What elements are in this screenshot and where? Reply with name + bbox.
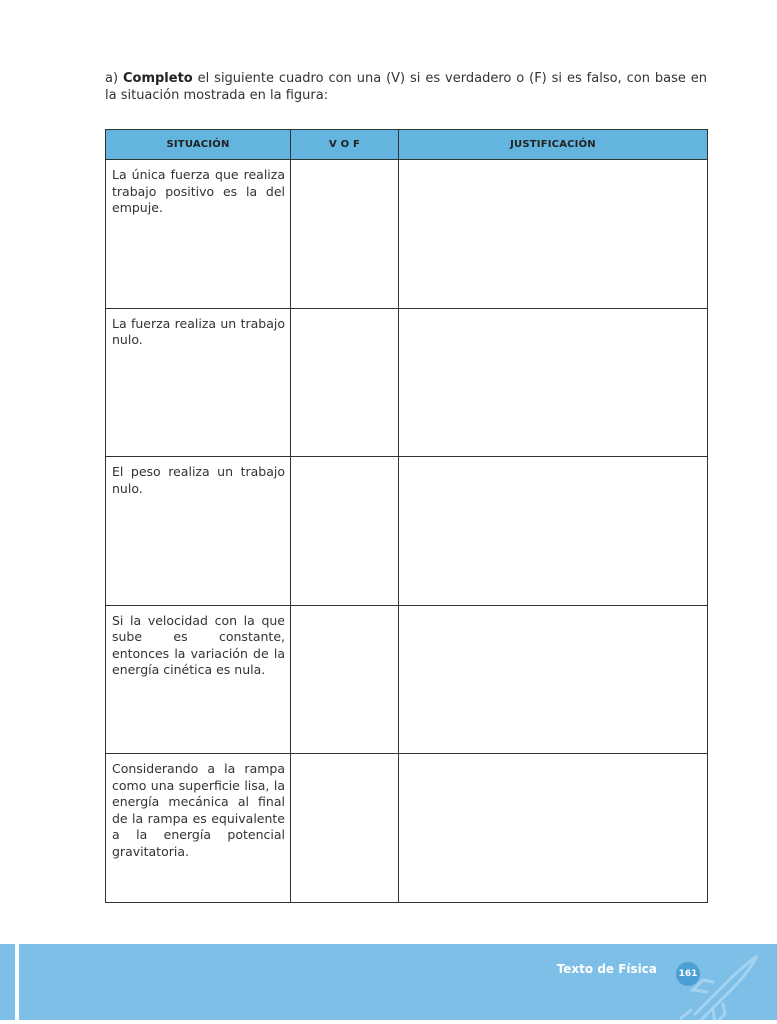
vof-answer-cell[interactable]: [291, 308, 399, 457]
instructions-bold-verb: Completo: [122, 71, 193, 86]
justificacion-answer-cell[interactable]: [399, 308, 708, 457]
instructions-prefix: a): [105, 71, 123, 86]
situacion-cell: El peso realiza un trabajo nulo.: [106, 457, 291, 606]
table-row: [106, 457, 708, 606]
vof-answer-cell[interactable]: [291, 457, 399, 606]
vof-answer-cell[interactable]: [291, 160, 399, 309]
footer-divider: [15, 944, 19, 1020]
true-false-table: [105, 129, 708, 903]
justificacion-answer-cell[interactable]: [399, 754, 708, 903]
page-number: 161: [678, 969, 698, 979]
instructions-text: el siguiente cuadro con una (V) si es verdadero o (F) si es falso, con base en la situación mostrada en la figura:: [105, 71, 708, 103]
table-row: [106, 605, 708, 754]
page-footer: [0, 944, 777, 1020]
situacion-cell: La única fuerza que realiza trabajo positivo es la del empuje.: [106, 160, 291, 309]
table-row: [106, 160, 708, 309]
book-title: Texto de Física: [556, 962, 657, 976]
situacion-cell: Si la velocidad con la que sube es constante, entonces la variación de la energía cinética es nula.: [106, 605, 291, 754]
header-justificacion: JUSTIFICACIÓN: [399, 130, 708, 160]
situacion-cell: Considerando a la rampa como una superficie lisa, la energía mecánica al final de la rampa es equivalente a la energía potencial gravitatoria.: [106, 754, 291, 903]
instructions: [105, 70, 707, 104]
header-v-o-f: V O F: [291, 130, 399, 160]
situacion-cell: La fuerza realiza un trabajo nulo.: [106, 308, 291, 457]
table-row: [106, 754, 708, 903]
table-header-row: [106, 130, 708, 160]
justificacion-answer-cell[interactable]: [399, 457, 708, 606]
justificacion-answer-cell[interactable]: [399, 605, 708, 754]
table-row: [106, 308, 708, 457]
vof-answer-cell[interactable]: [291, 754, 399, 903]
footer-bottom-line: [0, 1020, 777, 1024]
vof-answer-cell[interactable]: [291, 605, 399, 754]
justificacion-answer-cell[interactable]: [399, 160, 708, 309]
header-situacion: SITUACIÓN: [106, 130, 291, 160]
